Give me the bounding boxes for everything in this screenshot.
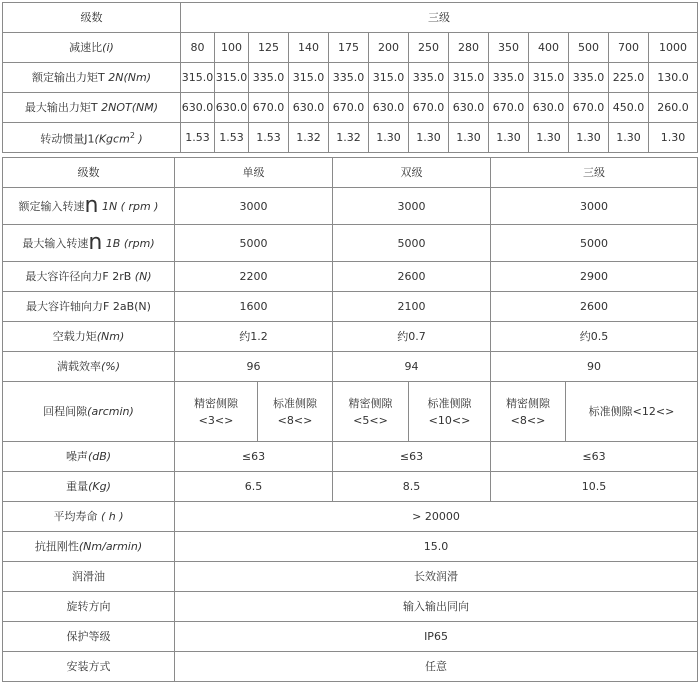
max-torque-cell: 670.0 bbox=[409, 93, 449, 123]
max-torque-cell: 630.0 bbox=[449, 93, 489, 123]
inertia-cell: 1.30 bbox=[449, 123, 489, 153]
max-torque-cell: 630.0 bbox=[215, 93, 249, 123]
radial-force-label: 最大容许径向力F 2rB (N) bbox=[3, 262, 175, 292]
weight-single: 6.5 bbox=[175, 472, 333, 502]
rated-torque-cell: 335.0 bbox=[249, 63, 289, 93]
max-torque-cell: 630.0 bbox=[181, 93, 215, 123]
radial-force-single: 2200 bbox=[175, 262, 333, 292]
axial-force-single: 1600 bbox=[175, 292, 333, 322]
rated-torque-row bbox=[3, 63, 698, 93]
rated-torque-cell: 335.0 bbox=[409, 63, 449, 93]
max-torque-cell: 630.0 bbox=[369, 93, 409, 123]
noise-row bbox=[3, 442, 698, 472]
rotation-value: 输入输出同向 bbox=[175, 592, 698, 622]
stage-value: 三级 bbox=[181, 3, 698, 33]
max-input-speed-single: 5000 bbox=[175, 225, 333, 262]
max-input-speed-row bbox=[3, 225, 698, 262]
inertia-cell: 1.30 bbox=[489, 123, 529, 153]
single-stage-header: 单级 bbox=[175, 158, 333, 188]
inertia-cell: 1.30 bbox=[569, 123, 609, 153]
weight-row bbox=[3, 472, 698, 502]
spec-table-stages bbox=[2, 157, 698, 682]
inertia-cell: 1.30 bbox=[609, 123, 649, 153]
noise-double: ≤63 bbox=[333, 442, 491, 472]
ratio-cell: 200 bbox=[369, 33, 409, 63]
inertia-cell: 1.30 bbox=[409, 123, 449, 153]
axial-force-row bbox=[3, 292, 698, 322]
max-torque-cell: 450.0 bbox=[609, 93, 649, 123]
torsional-rigidity-row bbox=[3, 532, 698, 562]
rotation-label: 旋转方向 bbox=[3, 592, 175, 622]
ratio-cell: 250 bbox=[409, 33, 449, 63]
ratio-label: 减速比(i) bbox=[3, 33, 181, 63]
no-load-torque-triple: 约0.5 bbox=[491, 322, 698, 352]
efficiency-triple: 90 bbox=[491, 352, 698, 382]
no-load-torque-label: 空载力矩(Nm) bbox=[3, 322, 175, 352]
mounting-row bbox=[3, 652, 698, 682]
noise-label: 噪声(dB) bbox=[3, 442, 175, 472]
axial-force-triple: 2600 bbox=[491, 292, 698, 322]
stage-header: 级数 bbox=[3, 3, 181, 33]
rated-input-speed-row bbox=[3, 188, 698, 225]
radial-force-triple: 2900 bbox=[491, 262, 698, 292]
no-load-torque-row bbox=[3, 322, 698, 352]
max-torque-cell: 670.0 bbox=[249, 93, 289, 123]
inertia-label: 转动惯量J1(Kgcm$^2$ ) bbox=[3, 123, 181, 153]
rated-torque-cell: 315.0 bbox=[181, 63, 215, 93]
stages-header-row bbox=[3, 158, 698, 188]
rated-input-speed-double: 3000 bbox=[333, 188, 491, 225]
ratio-cell: 125 bbox=[249, 33, 289, 63]
rated-torque-cell: 315.0 bbox=[215, 63, 249, 93]
protection-value: IP65 bbox=[175, 622, 698, 652]
weight-triple: 10.5 bbox=[491, 472, 698, 502]
rated-input-speed-label: 额定输入转速n 1N ( rpm ) bbox=[3, 188, 175, 225]
max-torque-label: 最大输出力矩T 2NOT(NM) bbox=[3, 93, 181, 123]
axial-force-label: 最大容许轴向力F 2aB(N) bbox=[3, 292, 175, 322]
ratio-cell: 140 bbox=[289, 33, 329, 63]
stages-header-label: 级数 bbox=[3, 158, 175, 188]
max-input-speed-double: 5000 bbox=[333, 225, 491, 262]
rotation-row bbox=[3, 592, 698, 622]
ratio-cell: 400 bbox=[529, 33, 569, 63]
torsional-rigidity-label: 抗扭刚性(Nm/armin) bbox=[3, 532, 175, 562]
max-input-speed-label: 最大输入转速n 1B (rpm) bbox=[3, 225, 175, 262]
rated-torque-cell: 315.0 bbox=[449, 63, 489, 93]
inertia-cell: 1.53 bbox=[249, 123, 289, 153]
ratio-cell: 80 bbox=[181, 33, 215, 63]
rated-torque-cell: 335.0 bbox=[489, 63, 529, 93]
weight-label: 重量(Kg) bbox=[3, 472, 175, 502]
inertia-cell: 1.32 bbox=[329, 123, 369, 153]
ratio-row bbox=[3, 33, 698, 63]
ratio-cell: 280 bbox=[449, 33, 489, 63]
backlash-triple-standard: 标准侧隙<12<> bbox=[566, 382, 698, 442]
rated-input-speed-triple: 3000 bbox=[491, 188, 698, 225]
ratio-cell: 500 bbox=[569, 33, 609, 63]
rated-torque-cell: 335.0 bbox=[569, 63, 609, 93]
efficiency-label: 满载效率(%) bbox=[3, 352, 175, 382]
lubricant-row bbox=[3, 562, 698, 592]
max-torque-cell: 670.0 bbox=[329, 93, 369, 123]
max-torque-row bbox=[3, 93, 698, 123]
rated-torque-cell: 225.0 bbox=[609, 63, 649, 93]
max-torque-cell: 260.0 bbox=[649, 93, 698, 123]
lifetime-row bbox=[3, 502, 698, 532]
protection-row bbox=[3, 622, 698, 652]
rated-torque-cell: 130.0 bbox=[649, 63, 698, 93]
max-torque-cell: 670.0 bbox=[569, 93, 609, 123]
rated-input-speed-single: 3000 bbox=[175, 188, 333, 225]
rated-torque-label: 额定输出力矩T 2N(Nm) bbox=[3, 63, 181, 93]
inertia-cell: 1.30 bbox=[649, 123, 698, 153]
inertia-cell: 1.53 bbox=[181, 123, 215, 153]
backlash-triple-precision: 精密侧隙<8<> bbox=[491, 382, 566, 442]
rated-torque-cell: 335.0 bbox=[329, 63, 369, 93]
max-torque-cell: 630.0 bbox=[289, 93, 329, 123]
protection-label: 保护等级 bbox=[3, 622, 175, 652]
rated-torque-cell: 315.0 bbox=[529, 63, 569, 93]
radial-force-double: 2600 bbox=[333, 262, 491, 292]
inertia-cell: 1.32 bbox=[289, 123, 329, 153]
ratio-cell: 700 bbox=[609, 33, 649, 63]
no-load-torque-single: 约1.2 bbox=[175, 322, 333, 352]
backlash-single-precision: 精密侧隙<3<> bbox=[175, 382, 258, 442]
backlash-label: 回程间隙(arcmin) bbox=[3, 382, 175, 442]
efficiency-single: 96 bbox=[175, 352, 333, 382]
ratio-cell: 100 bbox=[215, 33, 249, 63]
efficiency-row bbox=[3, 352, 698, 382]
backlash-double-precision: 精密侧隙<5<> bbox=[333, 382, 409, 442]
triple-stage-header: 三级 bbox=[491, 158, 698, 188]
inertia-cell: 1.53 bbox=[215, 123, 249, 153]
backlash-row bbox=[3, 382, 698, 442]
noise-single: ≤63 bbox=[175, 442, 333, 472]
weight-double: 8.5 bbox=[333, 472, 491, 502]
lifetime-value: > 20000 bbox=[175, 502, 698, 532]
lubricant-label: 润滑油 bbox=[3, 562, 175, 592]
efficiency-double: 94 bbox=[333, 352, 491, 382]
backlash-double-standard: 标准侧隙<10<> bbox=[409, 382, 491, 442]
mounting-value: 任意 bbox=[175, 652, 698, 682]
rated-torque-cell: 315.0 bbox=[289, 63, 329, 93]
max-torque-cell: 670.0 bbox=[489, 93, 529, 123]
axial-force-double: 2100 bbox=[333, 292, 491, 322]
inertia-cell: 1.30 bbox=[369, 123, 409, 153]
rated-torque-cell: 315.0 bbox=[369, 63, 409, 93]
max-input-speed-triple: 5000 bbox=[491, 225, 698, 262]
no-load-torque-double: 约0.7 bbox=[333, 322, 491, 352]
double-stage-header: 双级 bbox=[333, 158, 491, 188]
inertia-cell: 1.30 bbox=[529, 123, 569, 153]
radial-force-row bbox=[3, 262, 698, 292]
lubricant-value: 长效润滑 bbox=[175, 562, 698, 592]
ratio-cell: 350 bbox=[489, 33, 529, 63]
max-torque-cell: 630.0 bbox=[529, 93, 569, 123]
torsional-rigidity-value: 15.0 bbox=[175, 532, 698, 562]
inertia-row bbox=[3, 123, 698, 153]
stage-row bbox=[3, 3, 698, 33]
spec-table-ratios bbox=[2, 2, 698, 153]
ratio-cell: 175 bbox=[329, 33, 369, 63]
noise-triple: ≤63 bbox=[491, 442, 698, 472]
mounting-label: 安装方式 bbox=[3, 652, 175, 682]
lifetime-label: 平均寿命 ( h ) bbox=[3, 502, 175, 532]
backlash-single-standard: 标准侧隙<8<> bbox=[258, 382, 333, 442]
ratio-cell: 1000 bbox=[649, 33, 698, 63]
